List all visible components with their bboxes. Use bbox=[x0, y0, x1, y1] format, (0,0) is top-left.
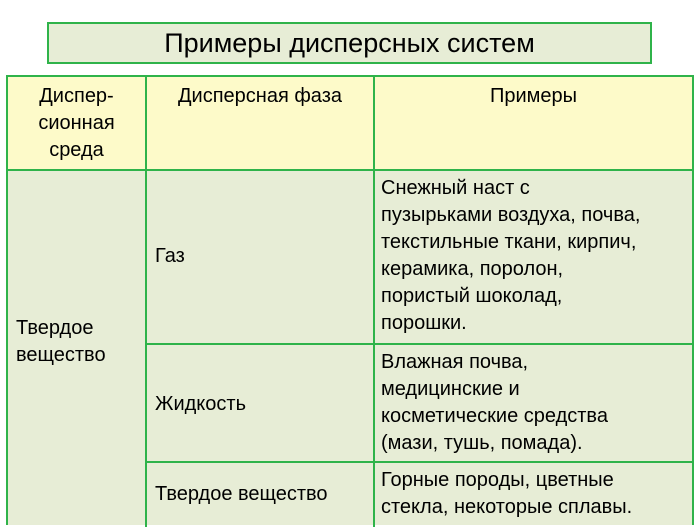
row-liquid-example-line: косметические средства bbox=[381, 405, 608, 427]
row-solid-phase-text: Твердое вещество bbox=[155, 483, 328, 505]
divider bbox=[147, 343, 692, 345]
dispersed-systems-table bbox=[6, 75, 694, 525]
row-solid-example-line: стекла, некоторые сплавы. bbox=[381, 496, 633, 518]
header-phase bbox=[147, 77, 373, 169]
header-examples bbox=[375, 77, 692, 169]
medium-cell bbox=[8, 171, 145, 527]
row-gas-phase-text: Газ bbox=[155, 245, 185, 267]
row-liquid-phase bbox=[147, 345, 373, 461]
row-liquid-phase-text: Жидкость bbox=[155, 393, 246, 415]
row-liquid-example-line: (мази, тушь, помада). bbox=[381, 432, 583, 454]
row-solid-phase bbox=[147, 463, 373, 527]
row-solid-example-line: Горные породы, цветные bbox=[381, 469, 614, 491]
divider bbox=[8, 169, 692, 171]
page-title bbox=[47, 22, 652, 64]
divider bbox=[147, 461, 692, 463]
medium-line2: вещество bbox=[16, 344, 106, 366]
row-gas-phase bbox=[147, 171, 373, 343]
header-medium-line2: сионная bbox=[38, 112, 115, 134]
divider bbox=[145, 77, 147, 527]
divider bbox=[373, 77, 375, 527]
header-phase-text: Дисперсная фаза bbox=[178, 85, 342, 107]
row-gas-example-line: порошки. bbox=[381, 312, 467, 334]
row-gas-example-line: текстильные ткани, кирпич, bbox=[381, 231, 637, 253]
row-liquid-example-line: Влажная почва, bbox=[381, 351, 529, 373]
row-liquid-examples bbox=[375, 345, 692, 461]
header-medium-line3: среда bbox=[49, 139, 104, 161]
row-gas-examples bbox=[375, 171, 692, 343]
header-examples-text: Примеры bbox=[489, 85, 578, 107]
row-solid-examples bbox=[375, 463, 692, 527]
row-gas-example-line: пористый шоколад, bbox=[381, 285, 563, 307]
row-gas-example-line: Снежный наст с bbox=[381, 177, 530, 199]
page-title-text: Примеры дисперсных систем bbox=[164, 27, 535, 58]
row-liquid-example-line: медицинские и bbox=[381, 378, 520, 400]
row-gas-example-line: пузырьками воздуха, почва, bbox=[381, 204, 641, 226]
header-medium-line1: Диспер- bbox=[39, 85, 114, 107]
header-medium bbox=[8, 77, 145, 169]
row-gas-example-line: керамика, поролон, bbox=[381, 258, 564, 280]
medium-line1: Твердое bbox=[16, 317, 94, 339]
